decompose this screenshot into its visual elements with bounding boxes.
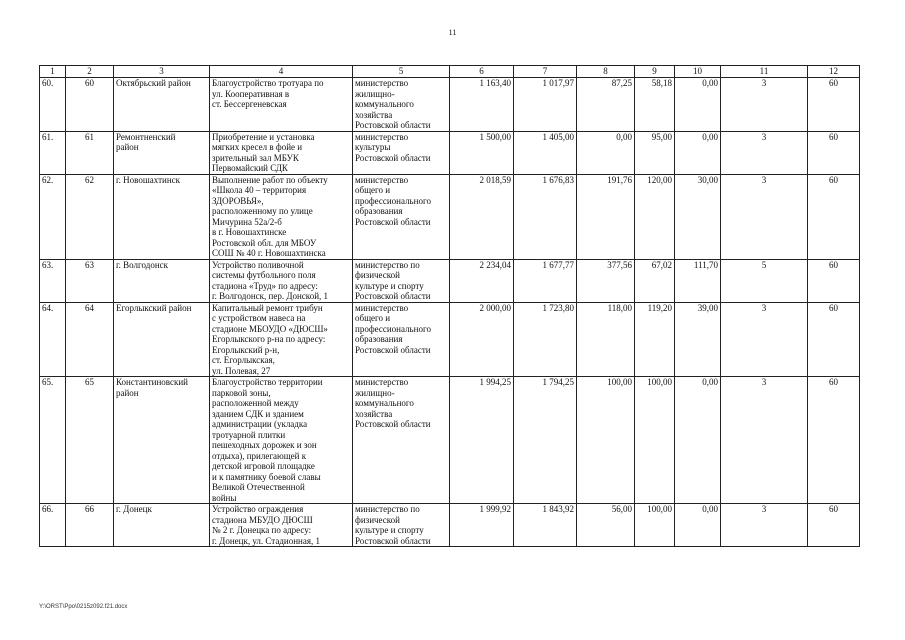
population-amount: 58,18	[635, 78, 675, 132]
column-11-value: 3	[721, 377, 808, 504]
business-amount: 0,00	[675, 131, 721, 174]
business-amount: 0,00	[675, 78, 721, 132]
column-11-value: 3	[721, 78, 808, 132]
business-amount: 30,00	[675, 174, 721, 259]
column-12-value: 60	[808, 131, 860, 174]
object-number: 63	[66, 259, 114, 302]
column-12-value: 60	[808, 174, 860, 259]
column-11-value: 3	[721, 504, 808, 547]
municipality: Егорлыкский район	[114, 302, 210, 377]
regional-amount: 1 676,83	[514, 174, 577, 259]
header-cell: 11	[721, 66, 808, 78]
column-11-value: 3	[721, 131, 808, 174]
table-body	[40, 78, 860, 547]
regional-amount: 1 843,92	[514, 504, 577, 547]
row-number: 63.	[40, 259, 66, 302]
project-description: Устройство ограждения стадиона МБУДО ДЮСШ № 2 г. Донецка по адресу: г. Донецк, ул. Стадионная, 1	[210, 504, 353, 547]
project-description: Благоустройство тротуара по ул. Кооперативная в ст. Бессергеневская	[210, 78, 353, 132]
table-row	[40, 259, 860, 302]
table-row	[40, 131, 860, 174]
total-amount: 2 000,00	[450, 302, 514, 377]
business-amount: 0,00	[675, 504, 721, 547]
ministry: министерство по физической культуре и спорту Ростовской области	[353, 259, 450, 302]
object-number: 60	[66, 78, 114, 132]
header-cell: 6	[450, 66, 514, 78]
object-number: 65	[66, 377, 114, 504]
project-description: Приобретение и установка мягких кресел в фойе и зрительный зал МБУК Первомайский СДК	[210, 131, 353, 174]
local-amount: 87,25	[577, 78, 635, 132]
column-11-value: 3	[721, 302, 808, 377]
file-path-footer: Y:\ORST\Ppo\0215z092.f21.docx	[39, 604, 128, 610]
row-number: 64.	[40, 302, 66, 377]
column-12-value: 60	[808, 302, 860, 377]
header-cell: 4	[210, 66, 353, 78]
regional-amount: 1 017,97	[514, 78, 577, 132]
local-amount: 118,00	[577, 302, 635, 377]
local-amount: 377,56	[577, 259, 635, 302]
object-number: 61	[66, 131, 114, 174]
ministry: министерство по физической культуре и спорту Ростовской области	[353, 504, 450, 547]
page-number: 11	[448, 28, 457, 37]
population-amount: 120,00	[635, 174, 675, 259]
total-amount: 1 163,40	[450, 78, 514, 132]
row-number: 61.	[40, 131, 66, 174]
header-cell: 7	[514, 66, 577, 78]
ministry: министерство культуры Ростовской области	[353, 131, 450, 174]
row-number: 65.	[40, 377, 66, 504]
regional-amount: 1 723,80	[514, 302, 577, 377]
header-cell: 5	[353, 66, 450, 78]
local-amount: 191,76	[577, 174, 635, 259]
ministry: министерство жилищно- коммунального хозяйства Ростовской области	[353, 78, 450, 132]
total-amount: 2 234,04	[450, 259, 514, 302]
project-description: Выполнение работ по объекту «Школа 40 – территория ЗДОРОВЬЯ», расположенному по улице Мичурина 52а/2-б в г. Новошахтинске Ростовской обл. для МБОУ СОШ № 40 г. Новошахтинска	[210, 174, 353, 259]
local-amount: 100,00	[577, 377, 635, 504]
municipality: г. Новошахтинск	[114, 174, 210, 259]
header-cell: 1	[40, 66, 66, 78]
ministry: министерство общего и профессионального образования Ростовской области	[353, 302, 450, 377]
regional-amount: 1 405,00	[514, 131, 577, 174]
column-12-value: 60	[808, 377, 860, 504]
municipality: Константиновский район	[114, 377, 210, 504]
total-amount: 1 994,25	[450, 377, 514, 504]
header-row	[40, 66, 860, 78]
table-row	[40, 78, 860, 132]
table-header	[40, 66, 860, 78]
population-amount: 67,02	[635, 259, 675, 302]
header-cell: 10	[675, 66, 721, 78]
object-number: 62	[66, 174, 114, 259]
table-row	[40, 174, 860, 259]
total-amount: 2 018,59	[450, 174, 514, 259]
column-11-value: 5	[721, 259, 808, 302]
population-amount: 95,00	[635, 131, 675, 174]
local-amount: 0,00	[577, 131, 635, 174]
row-number: 66.	[40, 504, 66, 547]
ministry: министерство общего и профессионального образования Ростовской области	[353, 174, 450, 259]
municipality: Ремонтненский район	[114, 131, 210, 174]
table-row	[40, 377, 860, 504]
project-description: Устройство поливочной системы футбольного поля стадиона «Труд» по адресу: г. Волгодонск, пер. Донской, 1	[210, 259, 353, 302]
project-description: Капитальный ремонт трибун с устройством навеса на стадионе МБОУДО «ДЮСШ» Егорлыкского р-на по адресу: Егорлыкский р-н, ст. Егорлыкская, ул. Полевая, 27	[210, 302, 353, 377]
header-cell: 9	[635, 66, 675, 78]
row-number: 62.	[40, 174, 66, 259]
column-12-value: 60	[808, 259, 860, 302]
project-description: Благоустройство территории парковой зоны, расположенной между зданием СДК и зданием администрации (укладка тротуарной плитки пешеходных дорожек и зон отдыха), прилегающей к детской игровой площадке и к памятнику боевой славы Великой Отечественной войны	[210, 377, 353, 504]
header-cell: 8	[577, 66, 635, 78]
table-row	[40, 504, 860, 547]
table-row	[40, 302, 860, 377]
population-amount: 119,20	[635, 302, 675, 377]
column-12-value: 60	[808, 78, 860, 132]
municipality: г. Волгодонск	[114, 259, 210, 302]
header-cell: 2	[66, 66, 114, 78]
row-number: 60.	[40, 78, 66, 132]
regional-amount: 1 677,77	[514, 259, 577, 302]
data-table	[39, 65, 860, 547]
ministry: министерство жилищно- коммунального хозяйства Ростовской области	[353, 377, 450, 504]
municipality: Октябрьский район	[114, 78, 210, 132]
column-11-value: 3	[721, 174, 808, 259]
local-amount: 56,00	[577, 504, 635, 547]
business-amount: 111,70	[675, 259, 721, 302]
business-amount: 0,00	[675, 377, 721, 504]
header-cell: 3	[114, 66, 210, 78]
total-amount: 1 500,00	[450, 131, 514, 174]
population-amount: 100,00	[635, 504, 675, 547]
total-amount: 1 999,92	[450, 504, 514, 547]
regional-amount: 1 794,25	[514, 377, 577, 504]
header-cell: 12	[808, 66, 860, 78]
object-number: 66	[66, 504, 114, 547]
column-12-value: 60	[808, 504, 860, 547]
object-number: 64	[66, 302, 114, 377]
business-amount: 39,00	[675, 302, 721, 377]
population-amount: 100,00	[635, 377, 675, 504]
municipality: г. Донецк	[114, 504, 210, 547]
